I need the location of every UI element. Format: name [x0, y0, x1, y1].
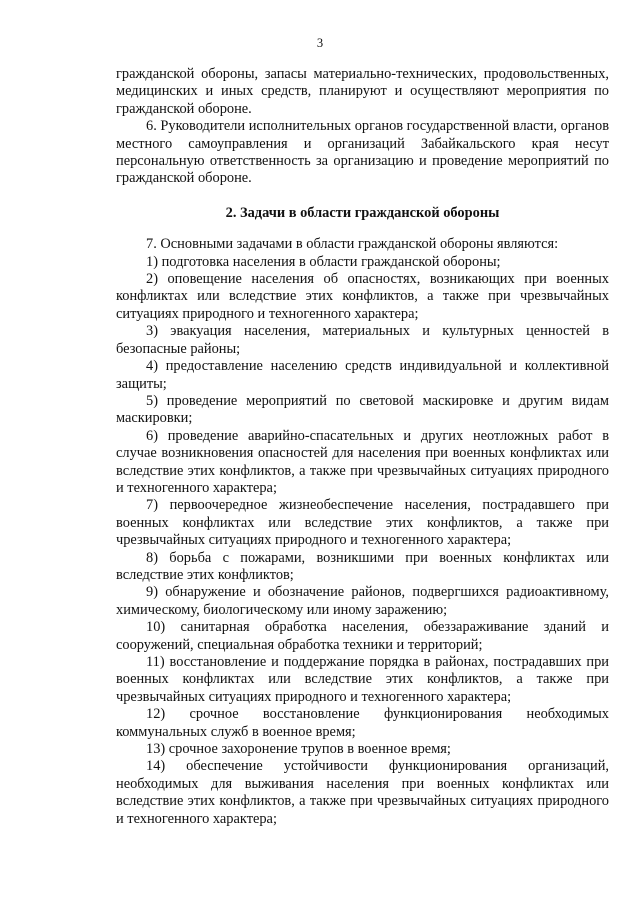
list-item-10: 10) санитарная обработка населения, обеззараживание зданий и сооружений, специальная обработка техники и территорий;: [116, 619, 609, 653]
list-item-4: 4) предоставление населению средств индивидуальной и коллективной защиты;: [116, 358, 609, 392]
list-item-3: 3) эвакуация населения, материальных и культурных ценностей в безопасные районы;: [116, 323, 609, 357]
paragraph-7: 7. Основными задачами в области гражданской обороны являются:: [146, 236, 559, 253]
list-item-1: 1) подготовка населения в области гражданской обороны;: [146, 253, 501, 270]
list-item-12: 12) срочное восстановление функционирования необходимых коммунальных служб в военное время;: [116, 706, 609, 740]
list-item-14: 14) обеспечение устойчивости функционирования организаций, необходимых для выживания населения при военных конфликтах или вследствие этих конфликтов, а также при чрезвычайных ситуациях природного и техногенного характера;: [116, 758, 609, 827]
list-item-7: 7) первоочередное жизнеобеспечение населения, пострадавшего при военных конфликтах или вследствие этих конфликтов, а также при чрезвычайных ситуациях природного и техногенного характера;: [116, 497, 609, 549]
list-item-11: 11) восстановление и поддержание порядка в районах, пострадавших при военных конфликтах или вследствие этих конфликтов, а также при чрезвычайных ситуациях природного и техногенного характера;: [116, 654, 609, 705]
page-number: 3: [316, 36, 324, 50]
list-item-6: 6) проведение аварийно-спасательных и других неотложных работ в случае возникновения опасностей для населения при военных конфликтах или вследствие этих конфликтов, а также при чрезвычайных ситуациях природного и техногенного характера;: [116, 427, 609, 496]
paragraph-6: 6. Руководители исполнительных органов государственной власти, органов местного самоуправления и организаций Забайкальского края несут персональную ответственность за организацию и проведение мероприятий по гражданской обороне.: [116, 118, 609, 187]
paragraph-continuation: гражданской обороны, запасы материально-технических, продовольственных, медицинских и иных средств, планируют и осуществляют мероприятия по гражданской обороне.: [116, 66, 609, 117]
list-item-5: 5) проведение мероприятий по световой маскировке и другим видам маскировки;: [116, 392, 609, 427]
list-item-8: 8) борьба с пожарами, возникшими при военных конфликтах или вследствие этих конфликтов;: [116, 549, 609, 583]
list-item-2: 2) оповещение населения об опасностях, возникающих при военных конфликтах или вследствие этих конфликтов, а также при чрезвычайных ситуациях природного и техногенного характера;: [116, 271, 609, 322]
list-item-13: 13) срочное захоронение трупов в военное время;: [146, 741, 451, 758]
section-heading: 2. Задачи в области гражданской обороны: [225, 204, 500, 221]
document-body: [116, 66, 609, 828]
list-item-9: 9) обнаружение и обозначение районов, подвергшихся радиоактивному, химическому, биологическому или иному заражению;: [116, 584, 609, 618]
